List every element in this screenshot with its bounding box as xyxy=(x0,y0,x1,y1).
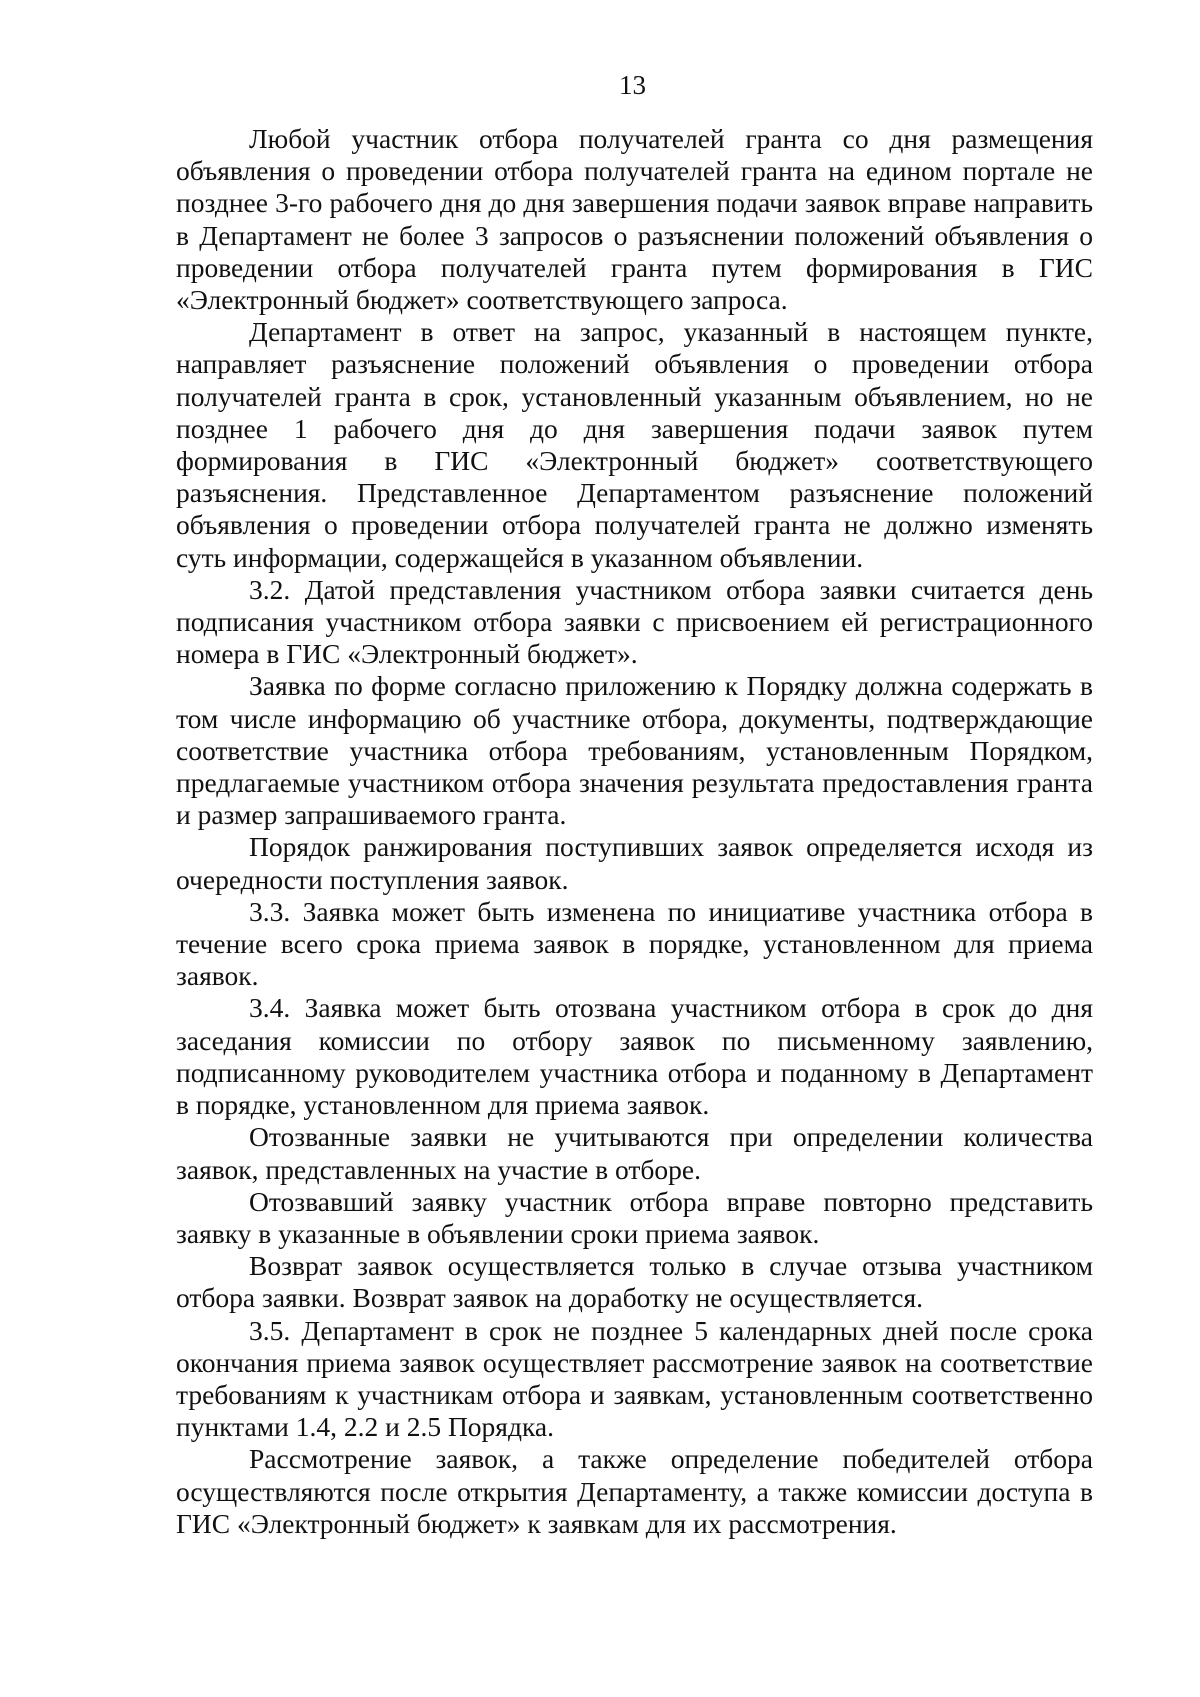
paragraph: 3.4. Заявка может быть отозвана участником отбора в срок до дня заседания комиссии по отбору заявок по письменному заявлению, подписанному руководителем участника отбора и поданному в Департамент в порядке, установленном для приема заявок. xyxy=(176,992,1093,1121)
paragraph: Заявка по форме согласно приложению к Порядку должна содержать в том числе информацию об участнике отбора, документы, подтверждающие соответствие участника отбора требованиям, установленным Порядком, предлагаемые участником отбора значения результата предоставления гранта и размер запрашиваемого гранта. xyxy=(176,670,1093,831)
paragraph: 3.2. Датой представления участником отбора заявки считается день подписания участником отбора заявки с присвоением ей регистрационного номера в ГИС «Электронный бюджет». xyxy=(176,573,1093,670)
paragraph: Департамент в ответ на запрос, указанный в настоящем пункте, направляет разъяснение положений объявления о проведении отбора получателей гранта в срок, установленный указанным объявлением, но не позднее 1 рабочего дня до дня завершения подачи заявок путем формирования в ГИС «Электронный бюджет» соответствующего разъяснения. Представленное Департаментом разъяснение положений объявления о проведении отбора получателей гранта не должно изменять суть информации, содержащейся в указанном объявлении. xyxy=(176,316,1093,573)
paragraph: Возврат заявок осуществляется только в случае отзыва участником отбора заявки. Возврат заявок на доработку не осуществляется. xyxy=(176,1250,1093,1314)
paragraph: Порядок ранжирования поступивших заявок определяется исходя из очередности поступления заявок. xyxy=(176,831,1093,895)
document-body xyxy=(176,123,1093,1540)
paragraph: Любой участник отбора получателей гранта со дня размещения объявления о проведении отбора получателей гранта на едином портале не позднее 3-го рабочего дня до дня завершения подачи заявок вправе направить в Департамент не более 3 запросов о разъяснении положений объявления о проведении отбора получателей гранта путем формирования в ГИС «Электронный бюджет» соответствующего запроса. xyxy=(176,123,1093,316)
paragraph: 3.5. Департамент в срок не позднее 5 календарных дней после срока окончания приема заявок осуществляет рассмотрение заявок на соответствие требованиям к участникам отбора и заявкам, установленным соответственно пунктами 1.4, 2.2 и 2.5 Порядка. xyxy=(176,1314,1093,1443)
paragraph: Отозвавший заявку участник отбора вправе повторно представить заявку в указанные в объявлении сроки приема заявок. xyxy=(176,1185,1093,1249)
paragraph: 3.3. Заявка может быть изменена по инициативе участника отбора в течение всего срока приема заявок в порядке, установленном для приема заявок. xyxy=(176,895,1093,992)
paragraph: Рассмотрение заявок, а также определение победителей отбора осуществляются после открытия Департаменту, а также комиссии доступа в ГИС «Электронный бюджет» к заявкам для их рассмотрения. xyxy=(176,1443,1093,1539)
paragraph: Отозванные заявки не учитываются при определении количества заявок, представленных на участие в отборе. xyxy=(176,1121,1093,1185)
page-number: 13 xyxy=(619,70,646,100)
